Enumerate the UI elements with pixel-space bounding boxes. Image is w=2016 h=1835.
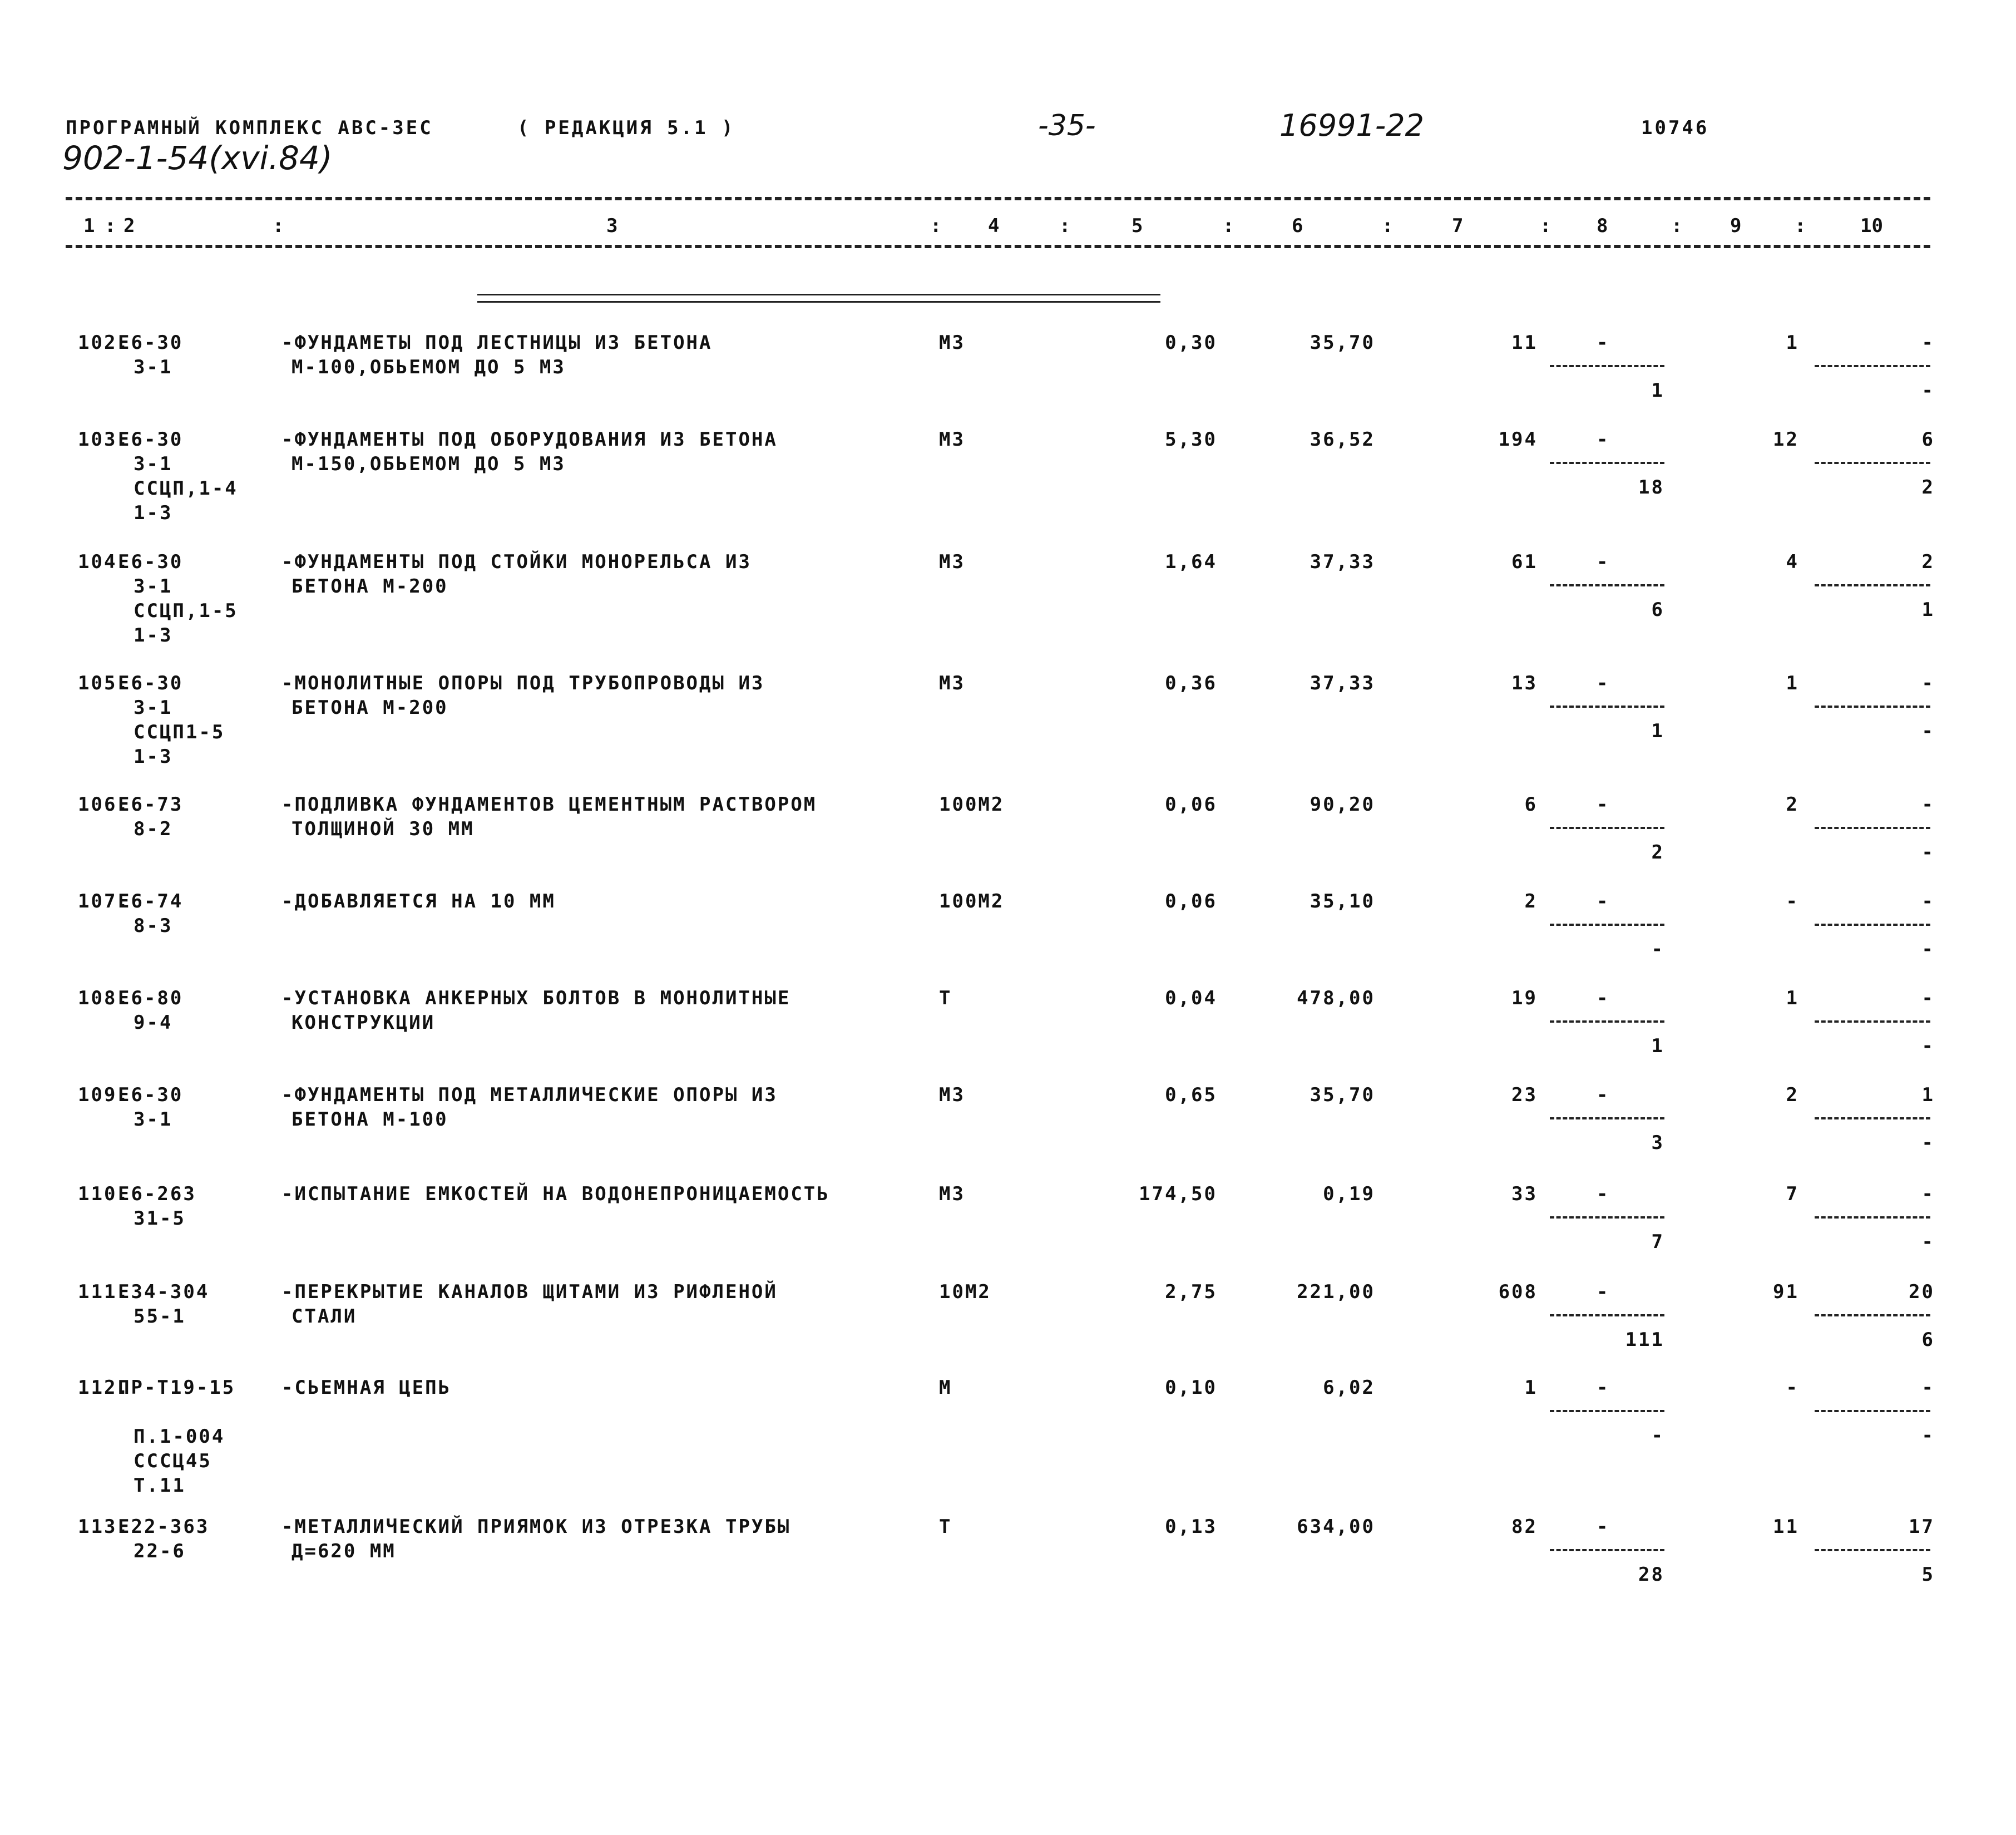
unit-price: 35,10	[1310, 890, 1375, 912]
unit-of-measure: Т	[939, 987, 952, 1009]
rate-code: Е6-30	[118, 672, 184, 694]
column-number-8: 8	[1597, 215, 1608, 237]
work-description: М-100,ОБЬЕМОМ ДО 5 М3	[291, 356, 566, 378]
unit-of-measure: М3	[939, 428, 965, 451]
column-separator: :	[273, 215, 284, 237]
col8-top-value: -	[1597, 987, 1610, 1009]
rate-code: 1-3	[134, 746, 173, 768]
work-description: СТАЛИ	[291, 1305, 357, 1328]
col8-bottom-value: 2	[1651, 841, 1664, 864]
col8-bottom-value: 1	[1651, 720, 1664, 742]
header-rule-bottom	[66, 245, 1930, 248]
col9-value: 12	[1773, 428, 1799, 451]
col10-bottom-value: 5	[1921, 1563, 1935, 1586]
col8-bottom-value: 6	[1651, 599, 1664, 621]
rate-code: Е6-74	[118, 890, 184, 912]
rate-code: Е6-30	[118, 1084, 184, 1106]
col8-bottom-value: 111	[1625, 1329, 1664, 1351]
col8-fraction-line	[1550, 1314, 1664, 1316]
col10-bottom-value: -	[1921, 938, 1935, 960]
row-number: 108.	[78, 987, 130, 1009]
col8-bottom-value: 18	[1638, 476, 1664, 499]
rate-code: ССЦП,1-5	[134, 600, 238, 622]
quantity: 0,06	[1165, 793, 1217, 816]
work-description: БЕТОНА М-100	[291, 1108, 448, 1131]
col8-fraction-line	[1550, 1549, 1664, 1551]
unit-price: 478,00	[1297, 987, 1375, 1009]
quantity: 1,64	[1165, 551, 1217, 573]
quantity: 0,04	[1165, 987, 1217, 1009]
column-separator: :	[1382, 215, 1394, 237]
col10-fraction-line	[1815, 462, 1930, 464]
unit-price: 0,19	[1323, 1183, 1375, 1205]
quantity: 0,65	[1165, 1084, 1217, 1106]
work-description: -УСТАНОВКА АНКЕРНЫХ БОЛТОВ В МОНОЛИТНЫЕ	[281, 987, 791, 1009]
col10-top-value: 20	[1909, 1281, 1935, 1303]
work-description: -ПОДЛИВКА ФУНДАМЕНТОВ ЦЕМЕНТНЫМ РАСТВОРОМ	[281, 793, 817, 816]
col9-value: 2	[1786, 793, 1799, 816]
page-number: -35-	[1038, 109, 1096, 142]
total-cost: 61	[1511, 551, 1538, 573]
rate-code: Е6-73	[118, 793, 184, 816]
unit-price: 35,70	[1310, 1084, 1375, 1106]
rate-code: 8-2	[134, 818, 173, 840]
unit-price: 37,33	[1310, 551, 1375, 573]
unit-of-measure: М3	[939, 332, 965, 354]
col9-value: 11	[1773, 1516, 1799, 1538]
rate-code: Е6-30	[118, 551, 184, 573]
col8-top-value: -	[1597, 890, 1610, 912]
col8-top-value: -	[1597, 1377, 1610, 1399]
rate-code: 55-1	[134, 1305, 186, 1328]
rate-code: Е34-304	[118, 1281, 210, 1303]
work-description: -МОНОЛИТНЫЕ ОПОРЫ ПОД ТРУБОПРОВОДЫ ИЗ	[281, 672, 765, 694]
col10-top-value: -	[1921, 793, 1935, 816]
col10-fraction-line	[1815, 1314, 1930, 1316]
col10-bottom-value: -	[1921, 841, 1935, 864]
unit-price: 90,20	[1310, 793, 1375, 816]
rate-code: Е6-30	[118, 428, 184, 451]
quantity: 0,10	[1165, 1377, 1217, 1399]
total-cost: 2	[1524, 890, 1538, 912]
quantity: 0,13	[1165, 1516, 1217, 1538]
col8-top-value: -	[1597, 672, 1610, 694]
column-number-1: 1	[83, 215, 95, 237]
total-cost: 1	[1524, 1377, 1538, 1399]
rate-code: Т.11	[134, 1474, 186, 1497]
col10-top-value: -	[1921, 890, 1935, 912]
work-description: КОНСТРУКЦИИ	[291, 1012, 436, 1034]
col10-fraction-line	[1815, 365, 1930, 367]
column-separator: :	[105, 215, 116, 237]
rate-code: 3-1	[134, 453, 173, 475]
rate-code: 9-4	[134, 1012, 173, 1034]
total-cost: 194	[1498, 428, 1538, 451]
column-number-3: 3	[606, 215, 618, 237]
col10-fraction-line	[1815, 706, 1930, 708]
rate-code: 3-1	[134, 697, 173, 719]
work-description: -ФУНДАМЕНТЫ ПОД СТОЙКИ МОНОРЕЛЬСА ИЗ	[281, 551, 752, 573]
work-description: БЕТОНА М-200	[291, 697, 448, 719]
col8-bottom-value: 1	[1651, 1035, 1664, 1057]
total-cost: 11	[1511, 332, 1538, 354]
total-cost: 33	[1511, 1183, 1538, 1205]
quantity: 174,50	[1139, 1183, 1217, 1205]
col8-fraction-line	[1550, 462, 1664, 464]
rate-code: 1-3	[134, 502, 173, 524]
rate-code: Е22-363	[118, 1516, 210, 1538]
col10-top-value: 17	[1909, 1516, 1935, 1538]
rate-code: ПР-Т19-15	[118, 1377, 236, 1399]
col8-top-value: -	[1597, 551, 1610, 573]
col8-fraction-line	[1550, 924, 1664, 926]
row-number: 102.	[78, 332, 130, 354]
unit-of-measure: М3	[939, 1084, 965, 1106]
quantity: 2,75	[1165, 1281, 1217, 1303]
col8-top-value: -	[1597, 1281, 1610, 1303]
unit-of-measure: М3	[939, 1183, 965, 1205]
col9-value: 7	[1786, 1183, 1799, 1205]
col10-top-value: 6	[1921, 428, 1935, 451]
col8-fraction-line	[1550, 1020, 1664, 1023]
work-description: М-150,ОБЬЕМОМ ДО 5 М3	[291, 453, 566, 475]
unit-price: 37,33	[1310, 672, 1375, 694]
row-number: 109.	[78, 1084, 130, 1106]
row-number: 111.	[78, 1281, 130, 1303]
col10-fraction-line	[1815, 1117, 1930, 1119]
col9-value: 1	[1786, 672, 1799, 694]
rate-code: 31-5	[134, 1207, 186, 1230]
work-description: ТОЛЩИНОЙ 30 ММ	[291, 818, 475, 840]
unit-of-measure: М3	[939, 551, 965, 573]
program-title: ПРОГРАМНЫЙ КОМПЛЕКС АВС-3ЕС	[66, 117, 433, 139]
row-number: 105.	[78, 672, 130, 694]
unit-price: 6,02	[1323, 1377, 1375, 1399]
col10-top-value: -	[1921, 1377, 1935, 1399]
rate-code: Е6-80	[118, 987, 184, 1009]
col10-fraction-line	[1815, 1216, 1930, 1219]
col10-fraction-line	[1815, 584, 1930, 586]
rate-code: 3-1	[134, 356, 173, 378]
col8-top-value: -	[1597, 793, 1610, 816]
col9-value: -	[1786, 1377, 1799, 1399]
rate-code: ССЦП,1-4	[134, 477, 238, 500]
col8-fraction-line	[1550, 1410, 1664, 1412]
col10-fraction-line	[1815, 924, 1930, 926]
column-separator: :	[1059, 215, 1071, 237]
project-number: 902-1-54(xvi.84)	[62, 139, 333, 177]
col9-value: -	[1786, 890, 1799, 912]
work-description: -ФУНДАМЕНТЫ ПОД ОБОРУДОВАНИЯ ИЗ БЕТОНА	[281, 428, 778, 451]
total-cost: 82	[1511, 1516, 1538, 1538]
col10-top-value: 1	[1921, 1084, 1935, 1106]
unit-price: 35,70	[1310, 332, 1375, 354]
unit-price: 221,00	[1297, 1281, 1375, 1303]
total-cost: 608	[1498, 1281, 1538, 1303]
rate-code: 3-1	[134, 1108, 173, 1131]
col8-fraction-line	[1550, 365, 1664, 367]
work-description: -ФУНДАМЕНТЫ ПОД МЕТАЛЛИЧЕСКИЕ ОПОРЫ ИЗ	[281, 1084, 778, 1106]
work-description: -ФУНДАМЕТЫ ПОД ЛЕСТНИЦЫ ИЗ БЕТОНА	[281, 332, 713, 354]
col8-fraction-line	[1550, 1117, 1664, 1119]
col8-bottom-value: -	[1651, 1424, 1664, 1447]
work-description: -МЕТАЛЛИЧЕСКИЙ ПРИЯМОК ИЗ ОТРЕЗКА ТРУБЫ	[281, 1516, 791, 1538]
quantity: 5,30	[1165, 428, 1217, 451]
unit-of-measure: М	[939, 1377, 952, 1399]
col8-fraction-line	[1550, 827, 1664, 829]
work-description: БЕТОНА М-200	[291, 575, 448, 598]
total-cost: 19	[1511, 987, 1538, 1009]
row-number: 106.	[78, 793, 130, 816]
col10-bottom-value: -	[1921, 1132, 1935, 1154]
rate-code: 22-6	[134, 1540, 186, 1562]
col10-bottom-value: -	[1921, 1035, 1935, 1057]
row-number: 103.	[78, 428, 130, 451]
col8-top-value: -	[1597, 428, 1610, 451]
row-number: 107.	[78, 890, 130, 912]
rate-code: 1-3	[134, 624, 173, 647]
work-description: Д=620 ММ	[291, 1540, 396, 1562]
col9-value: 4	[1786, 551, 1799, 573]
column-separator: :	[1540, 215, 1551, 237]
col10-fraction-line	[1815, 1410, 1930, 1412]
col10-bottom-value: -	[1921, 720, 1935, 742]
col10-top-value: -	[1921, 1183, 1935, 1205]
total-cost: 23	[1511, 1084, 1538, 1106]
header-rule-top	[66, 197, 1930, 200]
col9-value: 1	[1786, 987, 1799, 1009]
column-number-10: 10	[1860, 215, 1883, 237]
doc-code: 10746	[1641, 117, 1709, 139]
work-description: -ПЕРЕКРЫТИЕ КАНАЛОВ ЩИТАМИ ИЗ РИФЛЕНОЙ	[281, 1281, 778, 1303]
column-number-4: 4	[988, 215, 1000, 237]
col8-top-value: -	[1597, 1516, 1610, 1538]
section-divider	[477, 294, 1160, 303]
row-number: 113.	[78, 1516, 130, 1538]
col10-bottom-value: -	[1921, 379, 1935, 402]
row-number: 104.	[78, 551, 130, 573]
unit-price: 634,00	[1297, 1516, 1375, 1538]
col8-bottom-value: 28	[1638, 1563, 1664, 1586]
col8-top-value: -	[1597, 1183, 1610, 1205]
rate-code: ССЦП1-5	[134, 721, 225, 743]
col10-fraction-line	[1815, 1549, 1930, 1551]
rate-code: П.1-004	[134, 1425, 225, 1448]
column-separator: :	[1795, 215, 1806, 237]
col8-bottom-value: -	[1651, 938, 1664, 960]
col10-top-value: -	[1921, 987, 1935, 1009]
col10-bottom-value: -	[1921, 1424, 1935, 1447]
unit-of-measure: Т	[939, 1516, 952, 1538]
column-separator: :	[1223, 215, 1234, 237]
col10-top-value: -	[1921, 672, 1935, 694]
rate-code: Е6-30	[118, 332, 184, 354]
col8-fraction-line	[1550, 706, 1664, 708]
col9-value: 91	[1773, 1281, 1799, 1303]
rate-code: СССЦ45	[134, 1450, 212, 1472]
column-separator: :	[930, 215, 942, 237]
col10-bottom-value: 2	[1921, 476, 1935, 499]
col8-bottom-value: 1	[1651, 379, 1664, 402]
total-cost: 13	[1511, 672, 1538, 694]
unit-of-measure: 10М2	[939, 1281, 991, 1303]
work-description: -ДОБАВЛЯЕТСЯ НА 10 ММ	[281, 890, 556, 912]
col8-bottom-value: 7	[1651, 1231, 1664, 1253]
col10-bottom-value: -	[1921, 1231, 1935, 1253]
quantity: 0,36	[1165, 672, 1217, 694]
col10-fraction-line	[1815, 1020, 1930, 1023]
col8-fraction-line	[1550, 1216, 1664, 1219]
col8-top-value: -	[1597, 1084, 1610, 1106]
rate-code: 8-3	[134, 915, 173, 937]
column-number-2: 2	[123, 215, 135, 237]
quantity: 0,30	[1165, 332, 1217, 354]
col9-value: 2	[1786, 1084, 1799, 1106]
column-number-6: 6	[1292, 215, 1303, 237]
row-number: 110.	[78, 1183, 130, 1205]
quantity: 0,06	[1165, 890, 1217, 912]
total-cost: 6	[1524, 793, 1538, 816]
col9-value: 1	[1786, 332, 1799, 354]
unit-of-measure: 100М2	[939, 793, 1005, 816]
unit-of-measure: М3	[939, 672, 965, 694]
column-separator: :	[1671, 215, 1683, 237]
row-number: 112.	[78, 1377, 130, 1399]
col10-bottom-value: 1	[1921, 599, 1935, 621]
unit-of-measure: 100М2	[939, 890, 1005, 912]
col8-bottom-value: 3	[1651, 1132, 1664, 1154]
unit-price: 36,52	[1310, 428, 1375, 451]
col10-fraction-line	[1815, 827, 1930, 829]
rate-code: Е6-263	[118, 1183, 196, 1205]
col8-fraction-line	[1550, 584, 1664, 586]
column-number-9: 9	[1730, 215, 1742, 237]
col10-top-value: -	[1921, 332, 1935, 354]
col10-top-value: 2	[1921, 551, 1935, 573]
work-description: -СЬЕМНАЯ ЦЕПЬ	[281, 1377, 452, 1399]
col10-bottom-value: 6	[1921, 1329, 1935, 1351]
edition-label: ( РЕДАКЦИЯ 5.1 )	[517, 117, 735, 139]
doc-number: 16991-22	[1279, 108, 1424, 143]
column-number-7: 7	[1452, 215, 1464, 237]
work-description: -ИСПЫТАНИЕ ЕМКОСТЕЙ НА ВОДОНЕПРОНИЦАЕМОСТЬ	[281, 1183, 830, 1205]
rate-code: 3-1	[134, 575, 173, 598]
col8-top-value: -	[1597, 332, 1610, 354]
column-number-5: 5	[1131, 215, 1143, 237]
